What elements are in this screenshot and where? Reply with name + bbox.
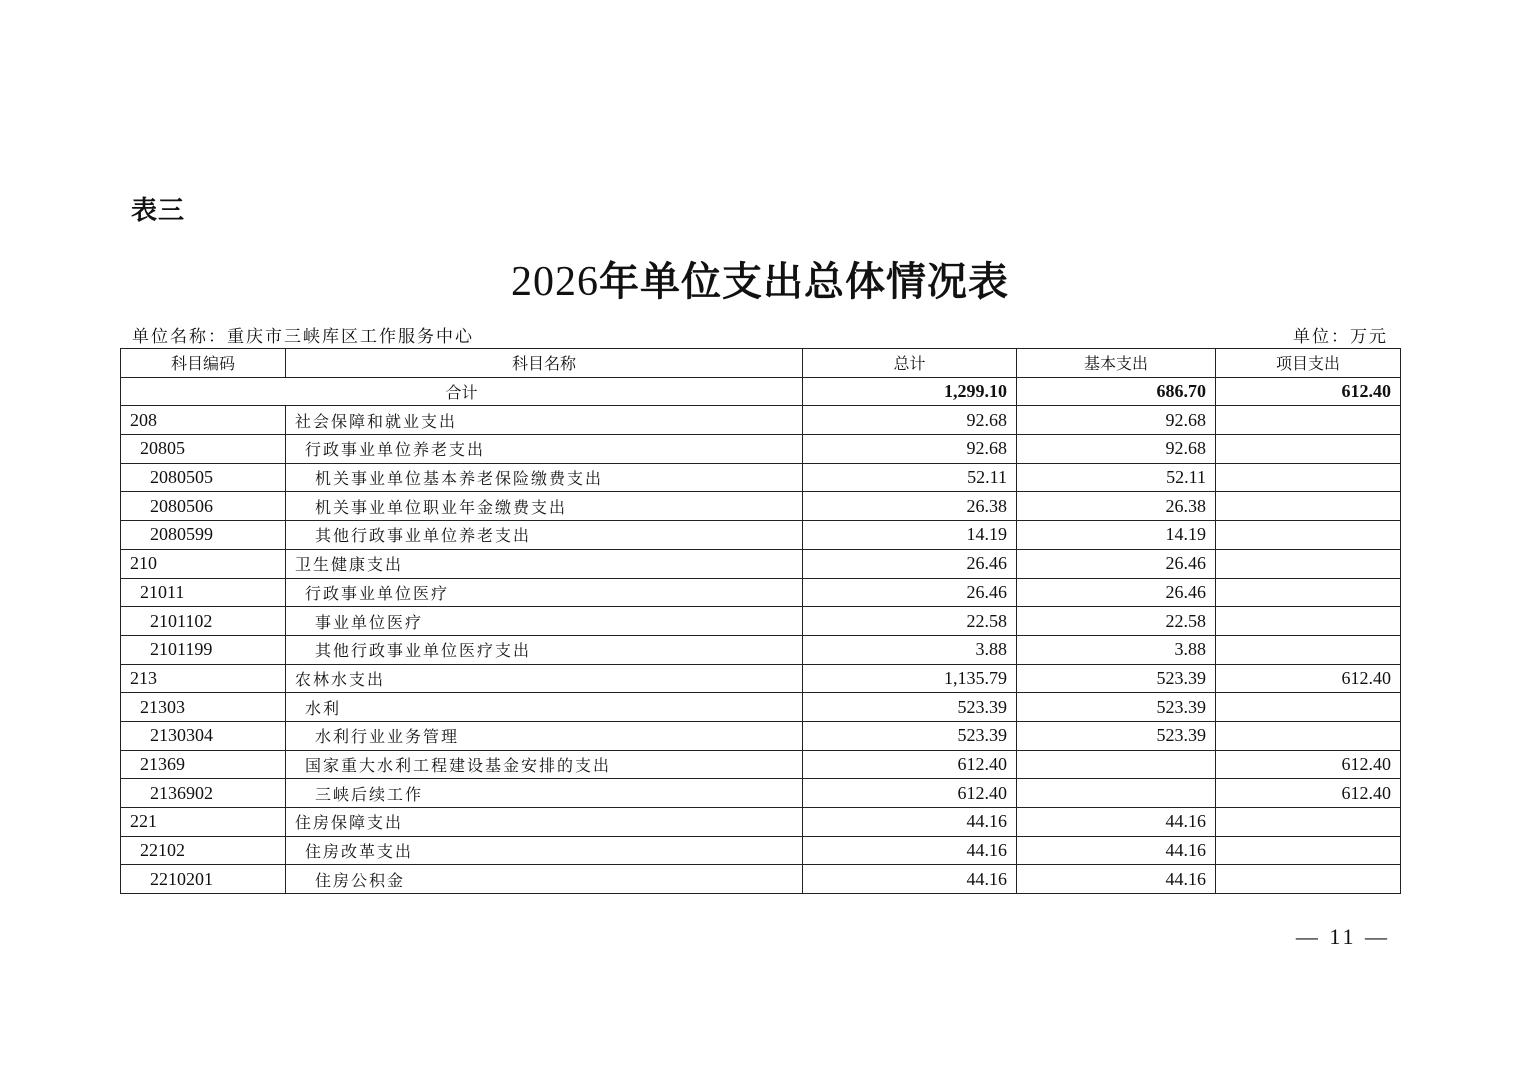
row-name: 行政事业单位养老支出 [286, 435, 803, 464]
row-total: 3.88 [803, 635, 1017, 664]
row-basic [1017, 779, 1216, 808]
row-code: 2101199 [121, 635, 286, 664]
row-project [1216, 693, 1401, 722]
row-basic: 26.38 [1017, 492, 1216, 521]
title-text: 年单位支出总体情况表 [599, 258, 1009, 305]
row-project [1216, 435, 1401, 464]
row-basic: 14.19 [1017, 521, 1216, 550]
table-row [121, 435, 1401, 464]
table-label: 表三 [131, 196, 186, 226]
table-row [121, 607, 1401, 636]
total-sum: 1,299.10 [803, 377, 1017, 406]
row-code: 22102 [121, 836, 286, 865]
row-code: 21303 [121, 693, 286, 722]
row-basic: 92.68 [1017, 435, 1216, 464]
header-project: 项目支出 [1216, 349, 1401, 378]
title-year: 2026 [511, 259, 599, 305]
row-code: 210 [121, 549, 286, 578]
row-basic: 26.46 [1017, 549, 1216, 578]
row-total: 44.16 [803, 836, 1017, 865]
row-code: 21369 [121, 750, 286, 779]
row-basic: 523.39 [1017, 693, 1216, 722]
table-row [121, 750, 1401, 779]
table-header-row [121, 349, 1401, 378]
row-project: 612.40 [1216, 664, 1401, 693]
row-total: 92.68 [803, 406, 1017, 435]
row-name: 水利行业业务管理 [286, 721, 803, 750]
row-name: 机关事业单位职业年金缴费支出 [286, 492, 803, 521]
row-name: 住房公积金 [286, 865, 803, 894]
table-row [121, 549, 1401, 578]
unit-measure: 单位：万元 [1293, 327, 1388, 347]
row-code: 2080506 [121, 492, 286, 521]
row-total: 523.39 [803, 693, 1017, 722]
row-total: 14.19 [803, 521, 1017, 550]
row-basic: 523.39 [1017, 664, 1216, 693]
row-project: 612.40 [1216, 779, 1401, 808]
table-row [121, 664, 1401, 693]
row-code: 2210201 [121, 865, 286, 894]
row-name: 卫生健康支出 [286, 549, 803, 578]
row-code: 2136902 [121, 779, 286, 808]
row-project [1216, 521, 1401, 550]
row-project [1216, 578, 1401, 607]
row-project [1216, 607, 1401, 636]
row-code: 2080505 [121, 463, 286, 492]
row-code: 208 [121, 406, 286, 435]
table-row [121, 406, 1401, 435]
row-project [1216, 836, 1401, 865]
row-total: 52.11 [803, 463, 1017, 492]
row-total: 26.46 [803, 578, 1017, 607]
row-code: 2101102 [121, 607, 286, 636]
total-label: 合计 [121, 377, 803, 406]
page-title [0, 250, 1520, 307]
row-total: 92.68 [803, 435, 1017, 464]
row-total: 612.40 [803, 779, 1017, 808]
row-project [1216, 406, 1401, 435]
page-number: — 11 — [1295, 924, 1390, 949]
row-basic: 44.16 [1017, 836, 1216, 865]
row-name: 住房保障支出 [286, 808, 803, 837]
row-basic: 26.46 [1017, 578, 1216, 607]
table-row [121, 521, 1401, 550]
row-code: 21011 [121, 578, 286, 607]
row-total: 1,135.79 [803, 664, 1017, 693]
row-code: 20805 [121, 435, 286, 464]
header-name: 科目名称 [286, 349, 803, 378]
row-basic: 3.88 [1017, 635, 1216, 664]
row-name: 住房改革支出 [286, 836, 803, 865]
row-name: 行政事业单位医疗 [286, 578, 803, 607]
row-total: 26.46 [803, 549, 1017, 578]
table-row [121, 635, 1401, 664]
row-name: 水利 [286, 693, 803, 722]
row-project [1216, 463, 1401, 492]
row-basic: 523.39 [1017, 721, 1216, 750]
row-project [1216, 865, 1401, 894]
row-basic: 52.11 [1017, 463, 1216, 492]
table-row [121, 779, 1401, 808]
total-project: 612.40 [1216, 377, 1401, 406]
table-row [121, 578, 1401, 607]
table-row [121, 721, 1401, 750]
row-code: 2130304 [121, 721, 286, 750]
row-total: 44.16 [803, 808, 1017, 837]
row-total: 22.58 [803, 607, 1017, 636]
row-name: 其他行政事业单位养老支出 [286, 521, 803, 550]
row-name: 机关事业单位基本养老保险缴费支出 [286, 463, 803, 492]
unit-name: 单位名称：重庆市三峡库区工作服务中心 [132, 327, 474, 347]
row-code: 2080599 [121, 521, 286, 550]
row-name: 其他行政事业单位医疗支出 [286, 635, 803, 664]
header-total: 总计 [803, 349, 1017, 378]
row-name: 三峡后续工作 [286, 779, 803, 808]
row-basic: 44.16 [1017, 808, 1216, 837]
table-row [121, 808, 1401, 837]
expenditure-table [120, 348, 1401, 894]
table-row [121, 492, 1401, 521]
row-project [1216, 492, 1401, 521]
row-total: 44.16 [803, 865, 1017, 894]
row-total: 523.39 [803, 721, 1017, 750]
row-name: 事业单位医疗 [286, 607, 803, 636]
row-name: 国家重大水利工程建设基金安排的支出 [286, 750, 803, 779]
row-project: 612.40 [1216, 750, 1401, 779]
row-project [1216, 721, 1401, 750]
row-name: 农林水支出 [286, 664, 803, 693]
table-row [121, 836, 1401, 865]
row-project [1216, 635, 1401, 664]
row-code: 221 [121, 808, 286, 837]
row-total: 26.38 [803, 492, 1017, 521]
row-basic [1017, 750, 1216, 779]
header-basic: 基本支出 [1017, 349, 1216, 378]
total-row [121, 377, 1401, 406]
row-name: 社会保障和就业支出 [286, 406, 803, 435]
table-row [121, 463, 1401, 492]
row-code: 213 [121, 664, 286, 693]
row-basic: 22.58 [1017, 607, 1216, 636]
row-basic: 44.16 [1017, 865, 1216, 894]
row-basic: 92.68 [1017, 406, 1216, 435]
row-project [1216, 549, 1401, 578]
header-code: 科目编码 [121, 349, 286, 378]
table-row [121, 693, 1401, 722]
row-project [1216, 808, 1401, 837]
table-row [121, 865, 1401, 894]
row-total: 612.40 [803, 750, 1017, 779]
total-basic: 686.70 [1017, 377, 1216, 406]
